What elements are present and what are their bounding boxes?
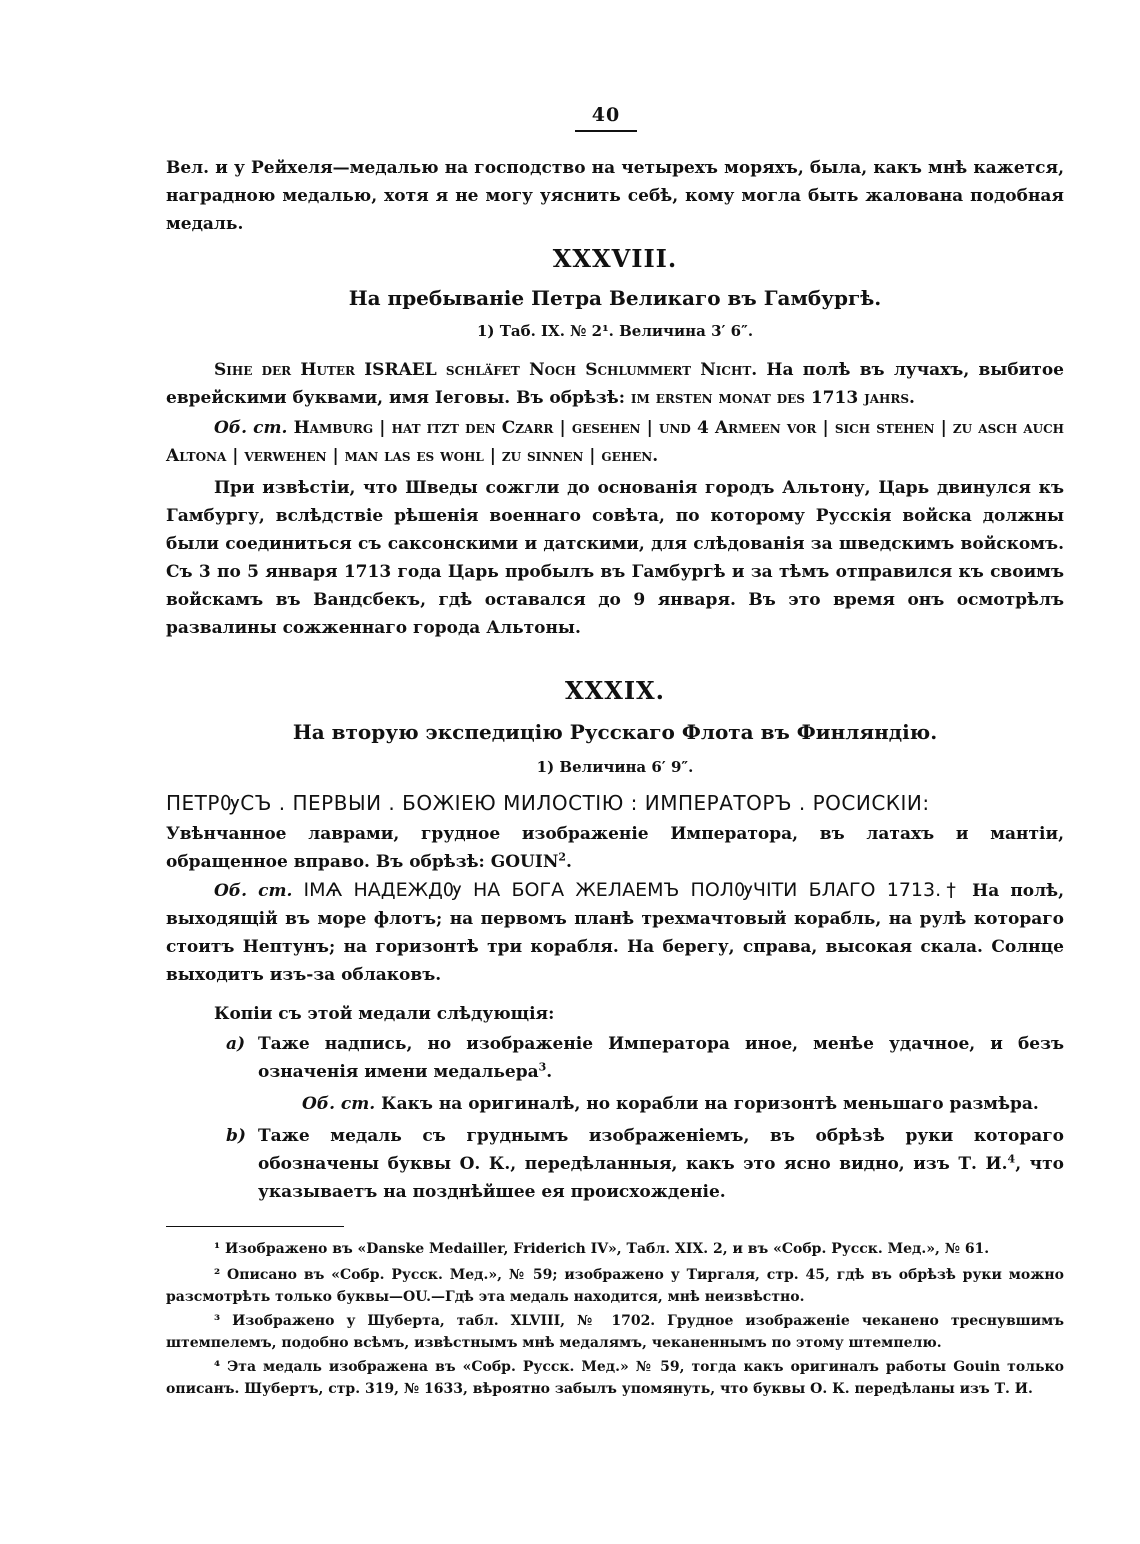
copy-a: a) Таже надпись, но изображеніе Императора иное, менѣе удачное, и безъ означенія имени медальера$^3$. [226,1030,1064,1086]
footnote-rule [166,1226,344,1227]
copy-a-text: Таже надпись, но изображеніе Императора иное, менѣе удачное, и безъ означенія имени медальера [258,1034,1064,1082]
section-39-numeral: XXXIX. [564,676,666,705]
obverse-exergue: im ersten monat des 1713 jahrs. [630,388,915,408]
copy-a-reverse-text: Какъ на оригиналѣ, но корабли на горизонтѣ меньшаго размѣра. [381,1094,1039,1114]
copy-b-text-end: , что указываетъ на позднѣйшее ея происхожденіе. [258,1154,1065,1202]
copy-a-reverse [302,1090,1064,1118]
footnote-text: Описано въ «Собр. Русск. Мед.», № 59; изображено у Тиргаля, стр. 45, гдѣ въ обрѣзѣ руки можно разсмотрѣть только буквы—OU.—Гдѣ эта медаль находится, мнѣ неизвѣстно. [166,1267,1064,1305]
obverse-description-text: Увѣнчанное лаврами, грудное изображеніе Императора, въ латахъ и мантіи, обращенное вправо. Въ обрѣзѣ: GOUIN [166,824,1064,872]
section-38-title: На пребываніе Петра Великаго въ Гамбургѣ. [348,286,882,310]
section-38-obverse [166,356,1064,412]
footnote-mark: ³ [214,1313,221,1329]
page-number-rule [575,130,637,132]
copy-b-text: Таже медаль съ груднымъ изображеніемъ, въ обрѣзѣ руки котораго обозначены буквы О. К., передѣланныя, какъ это ясно видно, изъ Т. И. [258,1126,1064,1174]
copy-a-marker: a) [226,1034,246,1054]
section-38-history: При извѣстіи, что Шведы сожгли до основанія городъ Альтону, Царь двинулся къ Гамбургу, вслѣдствіе рѣшенія военнаго совѣта, по которому Русскія войска должны были соединиться съ саксонскими и датскими, для слѣдованія за шведскимъ войскомъ. Съ 3 по 5 января 1713 года Царь пробылъ въ Гамбургѣ и за тѣмъ отправился къ своимъ войскамъ въ Вандсбекъ, гдѣ оставался до 9 января. Въ это время онъ осмотрѣлъ развалины сожженнаго города Альтоны. [166,478,1064,638]
footnote-2 [166,1264,1064,1308]
footnote-mark: ¹ [214,1241,221,1257]
copy-b-marker: b) [226,1126,246,1146]
section-38-subtitle: 1) Таб. IX. № 2¹. Величина 3′ 6″. [476,322,754,340]
section-38-numeral: XXXVIII. [552,244,678,273]
copy-a-reverse-label: Об. ст. [302,1094,376,1114]
footnote-1 [166,1238,1064,1260]
section-39-title: На вторую экспедицію Русскаго Флота въ Финляндію. [292,720,938,744]
footnote-ref-4: 4 [1007,1152,1016,1166]
footnote-text: Эта медаль изображена въ «Собр. Русск. Мед.» № 59, тогда какъ оригиналъ работы Gouin только описанъ. Шубертъ, стр. 319, № 1633, вѣроятно забылъ упомянуть, что буквы О. К. передѣланы изъ Т. И. [166,1359,1065,1397]
section-39-obverse-description: Увѣнчанное лаврами, грудное изображеніе Императора, въ латахъ и мантіи, обращенное вправо. Въ обрѣзѣ: GOUIN$^2$. [166,824,1064,872]
section-39-subtitle: 1) Величина 6′ 9″. [536,758,694,776]
footnote-mark: ⁴ [214,1359,221,1375]
obverse-description: На полѣ въ лучахъ, выбитое еврейскими буквами, имя Іеговы. Въ обрѣзѣ: [166,360,1064,408]
reverse-inscription: IМѦ НАДЕЖДѸ НА БОГА ЖЕЛАЕМЪ ПОЛѸЧІТИ БЛАГО 1713.† [303,879,962,901]
reverse-description: На полѣ, выходящій въ море флотъ; на первомъ планѣ трехмачтовый корабль, на рулѣ котораго стоитъ Нептунъ; на горизонтѣ три корабля. На берегу, справа, высокая скала. Солнце выходитъ изъ-за облаковъ. [166,881,1064,985]
footnote-mark: ² [214,1267,221,1283]
intro-paragraph: Вел. и у Рейхеля—медалью на господство на четырехъ моряхъ, была, какъ мнѣ кажется, наградною медалью, хотя я не могу уяснить себѣ, кому могла быть жалована подобная медаль. [166,158,1064,234]
footnote-ref-2: 2 [558,850,567,864]
section-39-obverse-inscription: ПЕТРѸСЪ . ПЕРВЫИ . БОЖІЕЮ МИЛОСТІЮ : ИМПЕРАТОРЪ . РОСИСКІИ: [166,791,930,815]
reverse-label: Об. ст. [214,881,293,901]
section-38-reverse [166,414,1064,470]
footnote-text: Изображено въ «Danske Medailler, Friderich IV», Табл. XIX. 2, и въ «Собр. Русск. Мед.», № 61. [225,1241,990,1257]
footnote-text: Изображено у Шуберта, табл. XLVIII, № 1702. Грудное изображеніе чеканено треснувшимъ штемпелемъ, подобно всѣмъ, извѣстнымъ мнѣ медалямъ, чеканеннымъ по этому штемпелю. [166,1313,1065,1351]
copy-b [226,1122,1064,1206]
section-39-reverse [166,876,1064,989]
obverse-inscription: Sihe der Huter ISRAEL schläfet Noch Schlummert Nicht. [214,360,758,380]
copies-intro: Копіи съ этой медали слѣдующія: [214,1004,555,1024]
page-number: 40 [591,104,621,126]
reverse-inscription: Hamburg | hat itzt den Czarr | gesehen | und 4 Armeen vor | sich stehen | zu asch auch Altona | verwehen | man las es wohl | zu sinnen | gehen. [166,418,1065,466]
footnote-3 [166,1310,1064,1354]
footnote-ref-3: 3 [538,1060,547,1074]
footnote-4 [166,1356,1064,1400]
reverse-label: Об. ст. [214,418,288,438]
